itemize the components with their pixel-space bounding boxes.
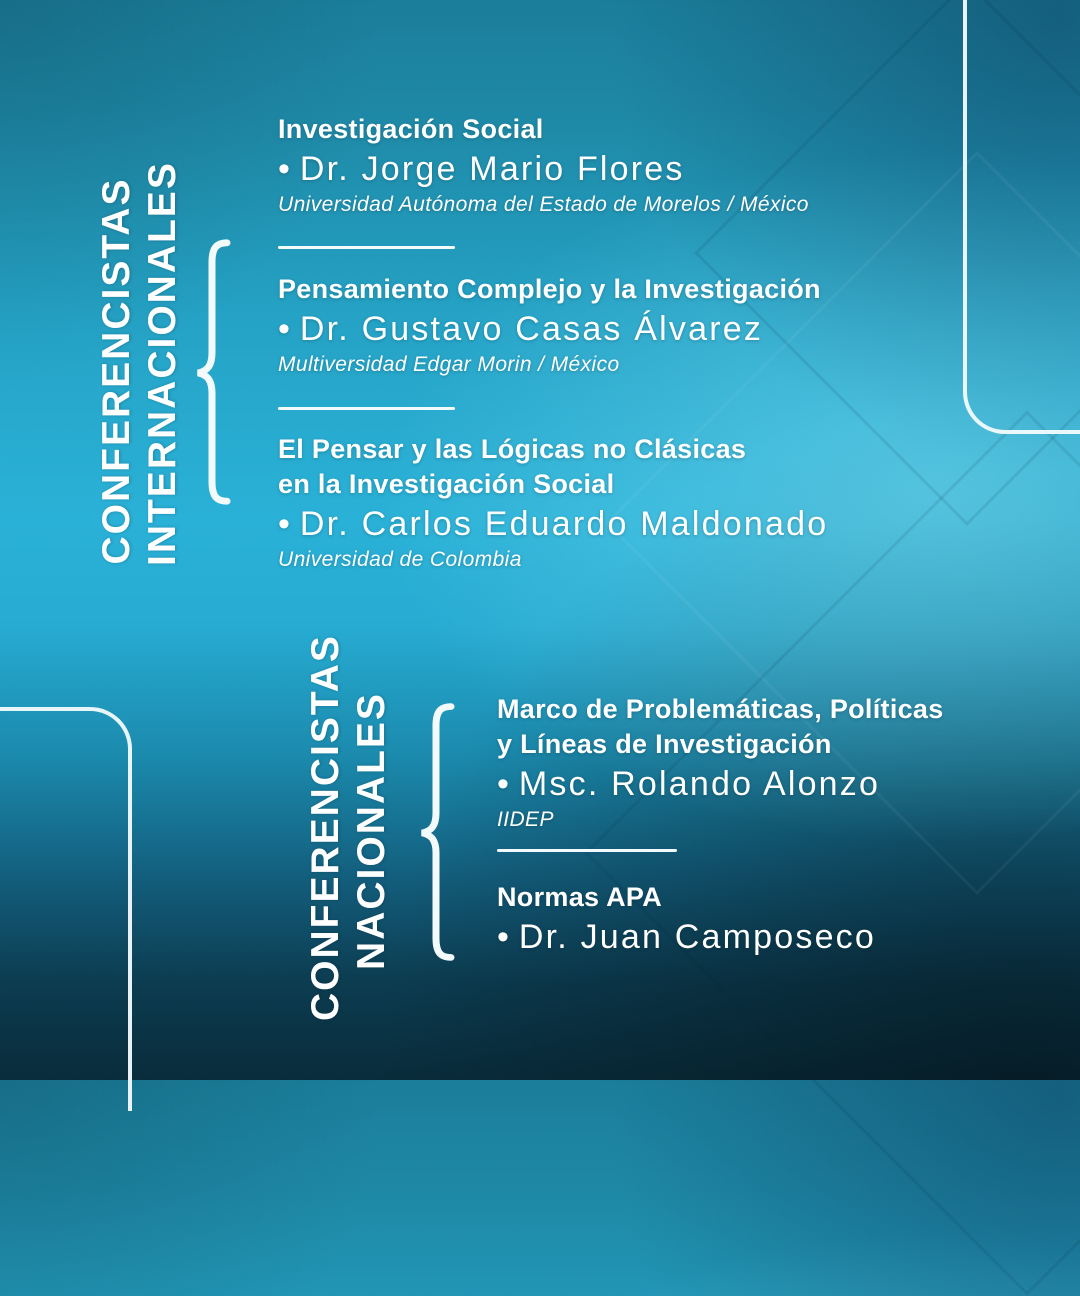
speaker-name: Dr. Jorge Mario Flores [299,150,685,189]
speaker-name: Dr. Carlos Eduardo Maldonado [299,505,829,544]
side-label-line: NACIONALES [350,692,393,970]
talk-affiliation: IIDEP [497,808,554,832]
talk-affiliation: Universidad Autónoma del Estado de Morelos / México [278,193,809,217]
bullet-icon: • [497,765,509,804]
section-divider [278,407,455,410]
bullet-icon: • [497,918,509,957]
bullet-icon: • [278,150,290,189]
talk-title [497,880,1080,915]
talk-item [278,272,898,377]
talk-item [278,112,898,217]
side-label-line: CONFERENCISTAS [94,177,138,565]
speaker-name: Dr. Gustavo Casas Álvarez [299,310,764,349]
talk-title [278,112,898,147]
talk-title-line: Pensamiento Complejo y la Investigación [278,274,821,304]
brace-icon [192,236,236,508]
corner-frame-bottom-left [0,707,132,1111]
side-label-line: INTERNACIONALES [141,161,184,567]
talk-title [497,692,1080,762]
talk-affiliation: Universidad de Colombia [278,548,522,572]
talk-item [497,880,1080,957]
talk-item [497,692,1080,832]
talk-speaker [278,310,898,349]
talk-speaker [278,505,898,544]
brace-icon [416,700,460,964]
talk-item [278,432,898,572]
talk-title-line: en la Investigación Social [278,469,615,500]
section-divider [497,849,677,852]
talk-title-line: Investigación Social [278,114,544,144]
talk-speaker [497,765,1080,804]
talk-title-line: y Líneas de Investigación [497,729,832,760]
corner-frame-top-right [963,0,1080,434]
bullet-icon: • [278,505,290,544]
talk-affiliation: Multiversidad Edgar Morin / México [278,353,620,377]
talk-speaker [278,150,898,189]
talk-title-line: Marco de Problemáticas, Políticas [497,694,944,724]
section-divider [278,246,455,249]
talk-title-line: El Pensar y las Lógicas no Clásicas [278,434,747,464]
talk-title [278,272,898,307]
bullet-icon: • [278,310,290,349]
talk-speaker [497,918,1080,957]
side-label-line: CONFERENCISTAS [303,634,347,1022]
speaker-name: Msc. Rolando Alonzo [518,765,881,804]
speaker-name: Dr. Juan Camposeco [518,918,876,957]
talk-title [278,432,898,502]
talk-title-line: Normas APA [497,882,663,912]
side-label-nacionales [303,634,395,1022]
side-label-internacionales [94,161,186,567]
